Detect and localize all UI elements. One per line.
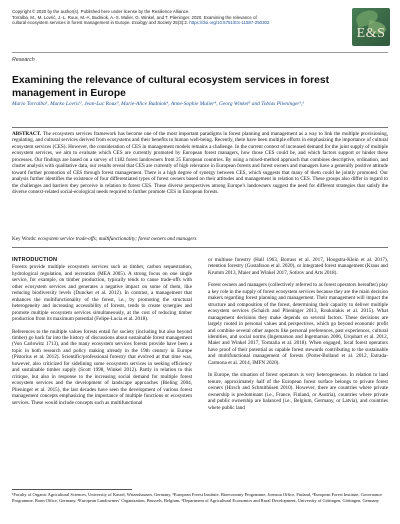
- logo-text: E&S: [356, 26, 386, 41]
- doi-link[interactable]: https://doi.org/10.5751/ES-11587-250302: [189, 20, 270, 26]
- introduction-heading: INTRODUCTION: [12, 257, 58, 263]
- left-column: [12, 257, 192, 412]
- keywords-terms: ecosystem service trade-offs; multifunctionality; forest owners and managers: [37, 236, 197, 242]
- keywords: [12, 236, 388, 242]
- paragraph: In Europe, the situation of forest operators is very heterogeneous. In relation to land tenure, approximately half of the European forest surface belongs to private forest owners (Hirsch and Schmithüsen 2010). However, there are countries where private ownership is predominant (i.e., France, Finland, or Austria), countries where private and public ownership are balanced (i.e., Belgium, Germany, or Latvia), and countries where public land: [208, 372, 388, 411]
- affiliation-footnotes: ¹Faculty of Organic Agricultural Sciences, University of Kassel, Witzenhausen, Germany, ²European Forest Institute, Bioeconomy Programme, Joensuu Office, Finland, ³European Forest Institute, Governance Programme, Bonn Office, Germany, ⁴European Landowners’ Organization, Brussels, Belgium, ⁵Department of Agricultural Economics and Rural Development, University of Göttingen, Göttingen, Germany: [12, 492, 383, 503]
- abstract-bottom-rule: [12, 247, 388, 248]
- header-divider: [12, 52, 388, 53]
- citation-header: [12, 9, 342, 26]
- paragraph: Forests provide multiple ecosystem services such as timber, carbon sequestration, hydrological regulation, and recreation (MEA 2005). A strong focus on one single service, for example, on timber production, typically tends to cause trade-offs with other ecosystem services and generates a negative impact on some of them, like reducing biodiversity levels (Duncker et al. 2012). In contrast, a management that enhances the multifunctionality of the forest, i.e., by promoting the structural heterogeneity and increasing accessibility of forests, tends to create synergies and promote multiple ecosystem services simultaneously, at the cost of reducing timber production from its maximum potential (Felipe-Lucia et al. 2018).: [12, 264, 192, 323]
- keywords-label: Key Words:: [12, 236, 37, 242]
- abstract-top-rule: [12, 127, 388, 128]
- citation-line-2: [12, 20, 342, 26]
- footnote-divider: [12, 489, 132, 490]
- citation-line: Torralba, M., M. Lovrić, J.-L. Roux, M.-A. Budniok, A.-S. Mulier, G. Winkel, and T. Plieninger. 2020. Examining the relevance of: [12, 14, 257, 20]
- abstract-text: The ecosystem services framework has become one of the most important paradigms in forest planning and management as a way to link the multiple provisioning, regulating, and cultural services derived from ecosystems and their benefits to human well-being. Recently, there have been multiple efforts in emphasizing the importance of cultural ecosystem services (CES). However, the consideration of CES in management models remains a challenge. In the current context of increased demand for the joint supply of multiple ecosystem services, we aim to evaluate which CES are currently promoted by European forest managers, how those CES could be, and which factors support or hinder these processes. Our findings are based on a survey of 1182 forest landowners from 25 European countries. By using a mixed-method approach that combines descriptive, ordination, and cluster analysis with qualitative data, our results reveal that CES are currently of high relevance in European forests and forest owners and managers have a generally positive attitude toward further promotion of CES through forest management. There is a high degree of synergy between CES, which suggests that many of them could be jointly promoted. Our analysis further identifies the existence of four differentiated types of forest owners based on their attitudes and management in relation to CES. These groups also differ in regard to the challenges and barriers they perceive in relation to forest CES. These diverse perspectives among Europe’s landowners suggest the need for different strategies that satisfy the diverse context-related social-ecological needs required to further promote CES in European forests.: [12, 131, 388, 196]
- paper-title: Examining the relevance of cultural ecosystem services in forest management in Europe: [12, 75, 330, 99]
- paragraph: References to the multiple values forests entail for society (including but also beyond timber) go back far into the history of discussions about sustainable forest management (Von Carlowitz 1713), and the many ecosystem services forests provide have been a topic in both research and policy making already in the 19th century in Europe (Pistorius et al. 2012). Scientific/professional forestry that evolved at that time was, however, also criticized for sidelining some ecosystem services in seeking efficiency and sustainable timber supply (Scott 1998, Winkel 2012). Partly in relation to this critique, but also in response to the increasing social demand for multiple forest ecosystem services and the development of landscape approaches (Bieling 2004, Plieninger et al. 2015), the last decades have seen the development of various forest management concepts emphasizing the importance of multiple functions or ecosystem services. These would include concepts such as multifunctional: [12, 328, 192, 406]
- journal-logo: [352, 8, 390, 46]
- author-list[interactable]: Mario Torralba¹, Marko Lovrić², Jean-Luc Roux³, Marie-Alice Budniok⁴, Anne-Sophie Mulier⁴, Georg Winkel⁵ and Tobias Plieninger¹,⁶: [12, 101, 305, 107]
- abstract: [12, 131, 388, 196]
- paragraph: or multiuse forestry (Hall 1963, Borrass et al. 2017, Hoogstra-Klein et al. 2017), retention forestry (Gustafsson et al. 2020), or integrated forest management (Kraus and Krumm 2013, Maier and Winkel 2017, Sotirov and Arts 2018).: [208, 257, 388, 276]
- journal-name: Ecology and Society: [131, 20, 172, 26]
- volume-issue: 25(3):2.: [171, 20, 190, 26]
- paragraph: Forest owners and managers (collectively referred to as forest operators hereafter) play a key role in the supply of forest ecosystem services because they are the main decision makers regarding forest planning and management. Their management will impact the structure and composition of the forest, determining their capacity to deliver multiple ecosystem services (Schaich and Plieninger 2013, Roukolakis et al. 2015). What management decisions they make depends on several factors. These decisions are largely rooted in personal values and perspectives, which go beyond economic profit and combine several other aspects like personal preferences, past experiences, cultural identities, and social norms (Ingemarson and Ingemarson 2006, Urquhart et al. 2012, Maier and Winkel 2017, Tormalia et al. 2018). When engaged, local forest operators have proof of their potential as capable forest stewards contributing to the sustainable and multifunctional management of forests (Porter-Bolland et al. 2012, Estrada-Carmona et al. 2014, IMFN 2020).: [208, 282, 389, 366]
- abstract-label: ABSTRACT.: [12, 131, 41, 137]
- copyright-line: Copyright © 2020 by the author(s). Published here under license by the Resilience Alliance.: [12, 9, 190, 14]
- section-label: Research: [12, 57, 35, 63]
- right-column: [208, 257, 388, 417]
- citation-title-end: cultural ecosystem services in forest management in Europe.: [12, 20, 132, 26]
